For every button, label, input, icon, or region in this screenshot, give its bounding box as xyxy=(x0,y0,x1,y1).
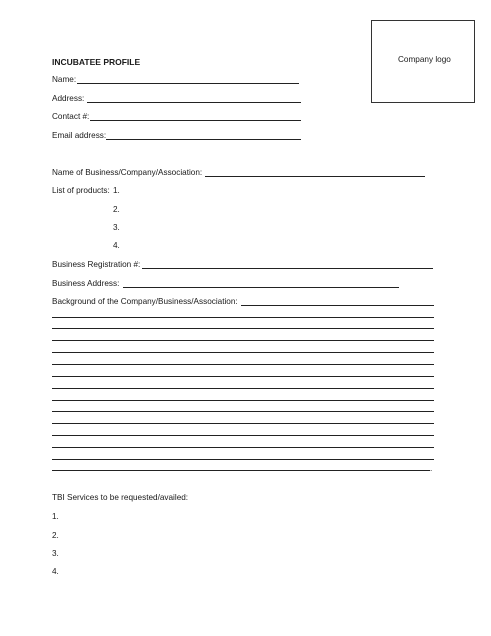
service-number-3: 3. xyxy=(52,549,59,558)
registration-label: Business Registration #: xyxy=(52,260,141,269)
background-line[interactable] xyxy=(52,340,434,341)
background-label: Background of the Company/Business/Association: xyxy=(52,297,238,306)
background-line[interactable] xyxy=(52,328,434,329)
address-field[interactable] xyxy=(87,102,301,103)
name-label: Name: xyxy=(52,75,77,84)
email-field[interactable] xyxy=(106,139,301,140)
background-line[interactable] xyxy=(52,364,434,365)
service-number-4: 4. xyxy=(52,567,59,576)
background-line[interactable] xyxy=(52,400,434,401)
registration-field[interactable] xyxy=(142,268,433,269)
services-heading: TBI Services to be requested/availed: xyxy=(52,493,189,502)
product-number-4: 4. xyxy=(113,241,120,250)
background-line[interactable] xyxy=(52,459,434,460)
product-number-2: 2. xyxy=(113,205,120,214)
products-label: List of products: xyxy=(52,186,110,195)
background-field-first-line[interactable] xyxy=(241,305,434,306)
background-line[interactable] xyxy=(52,447,434,448)
product-number-3: 3. xyxy=(113,223,120,232)
business-name-label: Name of Business/Company/Association: xyxy=(52,168,203,177)
background-line[interactable] xyxy=(52,423,434,424)
background-line[interactable] xyxy=(52,376,434,377)
background-end-period: . xyxy=(430,464,433,473)
name-field[interactable] xyxy=(77,83,299,84)
page-title: INCUBATEE PROFILE xyxy=(52,57,141,67)
company-logo-label: Company logo xyxy=(398,55,451,64)
background-line[interactable] xyxy=(52,352,434,353)
service-number-2: 2. xyxy=(52,531,59,540)
background-line[interactable] xyxy=(52,470,430,471)
business-name-field[interactable] xyxy=(205,176,425,177)
business-address-field[interactable] xyxy=(123,287,399,288)
service-number-1: 1. xyxy=(52,512,59,521)
background-line[interactable] xyxy=(52,388,434,389)
background-line[interactable] xyxy=(52,411,434,412)
product-number-1: 1. xyxy=(113,186,120,195)
address-label: Address: xyxy=(52,94,85,103)
business-address-label: Business Address: xyxy=(52,279,120,288)
contact-label: Contact #: xyxy=(52,112,90,121)
email-label: Email address: xyxy=(52,131,107,140)
contact-field[interactable] xyxy=(90,120,301,121)
background-line[interactable] xyxy=(52,317,434,318)
background-line[interactable] xyxy=(52,435,434,436)
company-logo-box[interactable] xyxy=(371,20,475,103)
